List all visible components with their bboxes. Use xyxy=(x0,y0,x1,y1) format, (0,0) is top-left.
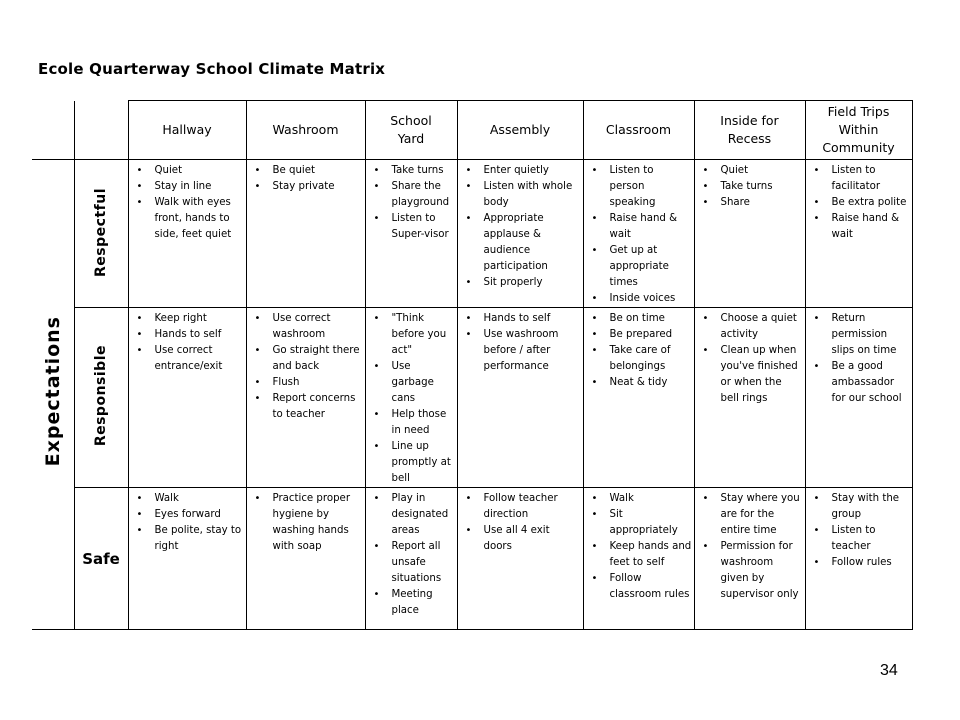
bullet-item: • Meeting place xyxy=(372,587,455,619)
blank-corner-2 xyxy=(74,101,128,160)
column-header-washroom: Washroom xyxy=(246,101,365,160)
bullet-list xyxy=(806,308,912,407)
bullet-item: • Use correct entrance/exit xyxy=(135,343,244,375)
bullet-item: • "Think before you act" xyxy=(372,311,455,359)
cell-safe-recess xyxy=(694,488,805,630)
cell-respectful-school-yard xyxy=(365,160,457,308)
climate-matrix-table xyxy=(32,100,913,630)
bullet-item: • Raise hand & wait xyxy=(590,211,692,243)
cell-responsible-washroom xyxy=(246,308,365,488)
bullet-list xyxy=(806,160,912,243)
bullet-item: • Practice proper hygiene by washing hands with soap xyxy=(253,491,363,555)
cell-safe-assembly xyxy=(457,488,583,630)
bullet-list xyxy=(584,160,694,307)
bullet-item: • Follow classroom rules xyxy=(590,571,692,603)
column-header-inside-for-recess: Inside for Recess xyxy=(694,101,805,160)
cell-respectful-assembly xyxy=(457,160,583,308)
bullet-list xyxy=(366,308,457,487)
row-label-respectful: Respectful xyxy=(93,187,109,277)
bullet-list xyxy=(247,488,365,555)
bullet-item: • Flush xyxy=(253,375,363,391)
bullet-item: • Be a good ambassador for our school xyxy=(812,359,910,407)
bullet-list xyxy=(458,160,583,291)
cell-responsible-school-yard xyxy=(365,308,457,488)
bullet-item: • Follow rules xyxy=(812,555,910,571)
column-header-assembly: Assembly xyxy=(457,101,583,160)
bullet-item: • Permission for washroom given by supervisor only xyxy=(701,539,803,603)
bullet-item: • Return permission slips on time xyxy=(812,311,910,359)
cell-respectful-classroom xyxy=(583,160,694,308)
bullet-item: • Listen to teacher xyxy=(812,523,910,555)
bullet-list xyxy=(458,488,583,555)
column-header-hallway: Hallway xyxy=(128,101,246,160)
bullet-item: • Sit appropriately xyxy=(590,507,692,539)
bullet-item: • Listen to person speaking xyxy=(590,163,692,211)
cell-respectful-hallway xyxy=(128,160,246,308)
cell-responsible-classroom xyxy=(583,308,694,488)
column-header-classroom: Classroom xyxy=(583,101,694,160)
bullet-list xyxy=(584,488,694,603)
bullet-item: • Keep hands and feet to self xyxy=(590,539,692,571)
bullet-item: • Listen to Super-visor xyxy=(372,211,455,243)
bullet-item: • Clean up when you've finished or when the bell rings xyxy=(701,343,803,407)
bullet-item: • Share the playground xyxy=(372,179,455,211)
bullet-list xyxy=(366,160,457,243)
bullet-item: • Listen to facilitator xyxy=(812,163,910,195)
cell-responsible-field-trips xyxy=(805,308,912,488)
bullet-item: • Report all unsafe situations xyxy=(372,539,455,587)
bullet-item: • Take turns xyxy=(372,163,455,179)
row-label-safe: Safe xyxy=(82,549,120,568)
bullet-item: • Be quiet xyxy=(253,163,363,179)
bullet-item: • Hands to self xyxy=(135,327,244,343)
row-respectful xyxy=(32,160,912,308)
bullet-item: • Quiet xyxy=(701,163,803,179)
bullet-list xyxy=(366,488,457,619)
row-label-responsible: Responsible xyxy=(93,345,109,447)
bullet-item: • Follow teacher direction xyxy=(464,491,581,523)
bullet-item: • Listen with whole body xyxy=(464,179,581,211)
bullet-item: • Go straight there and back xyxy=(253,343,363,375)
bullet-list xyxy=(458,308,583,375)
bullet-item: • Keep right xyxy=(135,311,244,327)
bullet-item: • Play in designated areas xyxy=(372,491,455,539)
bullet-item: • Walk xyxy=(590,491,692,507)
bullet-item: • Inside voices xyxy=(590,291,692,307)
page-number: 34 xyxy=(880,662,898,679)
cell-safe-hallway xyxy=(128,488,246,630)
cell-safe-field-trips xyxy=(805,488,912,630)
row-label-safe-cell xyxy=(74,488,128,630)
bullet-item: • Stay where you are for the entire time xyxy=(701,491,803,539)
column-header-field-trips: Field Trips Within Community xyxy=(805,101,912,160)
row-label-responsible-cell xyxy=(74,308,128,488)
row-label-respectful-cell xyxy=(74,160,128,308)
bullet-item: • Enter quietly xyxy=(464,163,581,179)
bullet-item: • Take care of belongings xyxy=(590,343,692,375)
bullet-item: • Walk with eyes front, hands to side, feet quiet xyxy=(135,195,244,243)
bullet-item: • Stay private xyxy=(253,179,363,195)
bullet-item: • Use garbage cans xyxy=(372,359,455,407)
bullet-item: • Be prepared xyxy=(590,327,692,343)
cell-respectful-field-trips xyxy=(805,160,912,308)
row-responsible xyxy=(32,308,912,488)
cell-safe-washroom xyxy=(246,488,365,630)
bullet-item: • Choose a quiet activity xyxy=(701,311,803,343)
bullet-list xyxy=(695,488,805,603)
bullet-list xyxy=(695,160,805,211)
bullet-item: • Neat & tidy xyxy=(590,375,692,391)
bullet-list xyxy=(247,160,365,195)
row-safe xyxy=(32,488,912,630)
bullet-item: • Use all 4 exit doors xyxy=(464,523,581,555)
cell-respectful-washroom xyxy=(246,160,365,308)
bullet-item: • Walk xyxy=(135,491,244,507)
cell-safe-school-yard xyxy=(365,488,457,630)
cell-respectful-recess xyxy=(694,160,805,308)
bullet-item: • Sit properly xyxy=(464,275,581,291)
bullet-list xyxy=(695,308,805,407)
bullet-item: • Use correct washroom xyxy=(253,311,363,343)
column-header-school-yard: School Yard xyxy=(365,101,457,160)
bullet-item: • Appropriate applause & audience participation xyxy=(464,211,581,275)
bullet-list xyxy=(806,488,912,571)
bullet-item: • Use washroom before / after performance xyxy=(464,327,581,375)
bullet-item: • Be on time xyxy=(590,311,692,327)
bullet-item: • Raise hand & wait xyxy=(812,211,910,243)
cell-safe-classroom xyxy=(583,488,694,630)
bullet-item: • Share xyxy=(701,195,803,211)
bullet-list xyxy=(129,488,246,555)
bullet-item: • Stay in line xyxy=(135,179,244,195)
bullet-item: • Eyes forward xyxy=(135,507,244,523)
bullet-item: • Line up promptly at bell xyxy=(372,439,455,487)
bullet-item: • Be polite, stay to right xyxy=(135,523,244,555)
bullet-list xyxy=(584,308,694,391)
expectations-label: Expectations xyxy=(41,315,64,467)
bullet-item: • Take turns xyxy=(701,179,803,195)
bullet-item: • Hands to self xyxy=(464,311,581,327)
bullet-item: • Be extra polite xyxy=(812,195,910,211)
page-title: Ecole Quarterway School Climate Matrix xyxy=(38,60,386,78)
cell-responsible-hallway xyxy=(128,308,246,488)
bullet-item: • Report concerns to teacher xyxy=(253,391,363,423)
bullet-list xyxy=(129,160,246,243)
bullet-item: • Help those in need xyxy=(372,407,455,439)
expectations-group-cell xyxy=(32,160,74,630)
header-row xyxy=(32,101,912,160)
bullet-list xyxy=(129,308,246,375)
blank-corner xyxy=(32,101,74,160)
cell-responsible-recess xyxy=(694,308,805,488)
bullet-item: • Stay with the group xyxy=(812,491,910,523)
bullet-list xyxy=(247,308,365,423)
bullet-item: • Quiet xyxy=(135,163,244,179)
cell-responsible-assembly xyxy=(457,308,583,488)
bullet-item: • Get up at appropriate times xyxy=(590,243,692,291)
